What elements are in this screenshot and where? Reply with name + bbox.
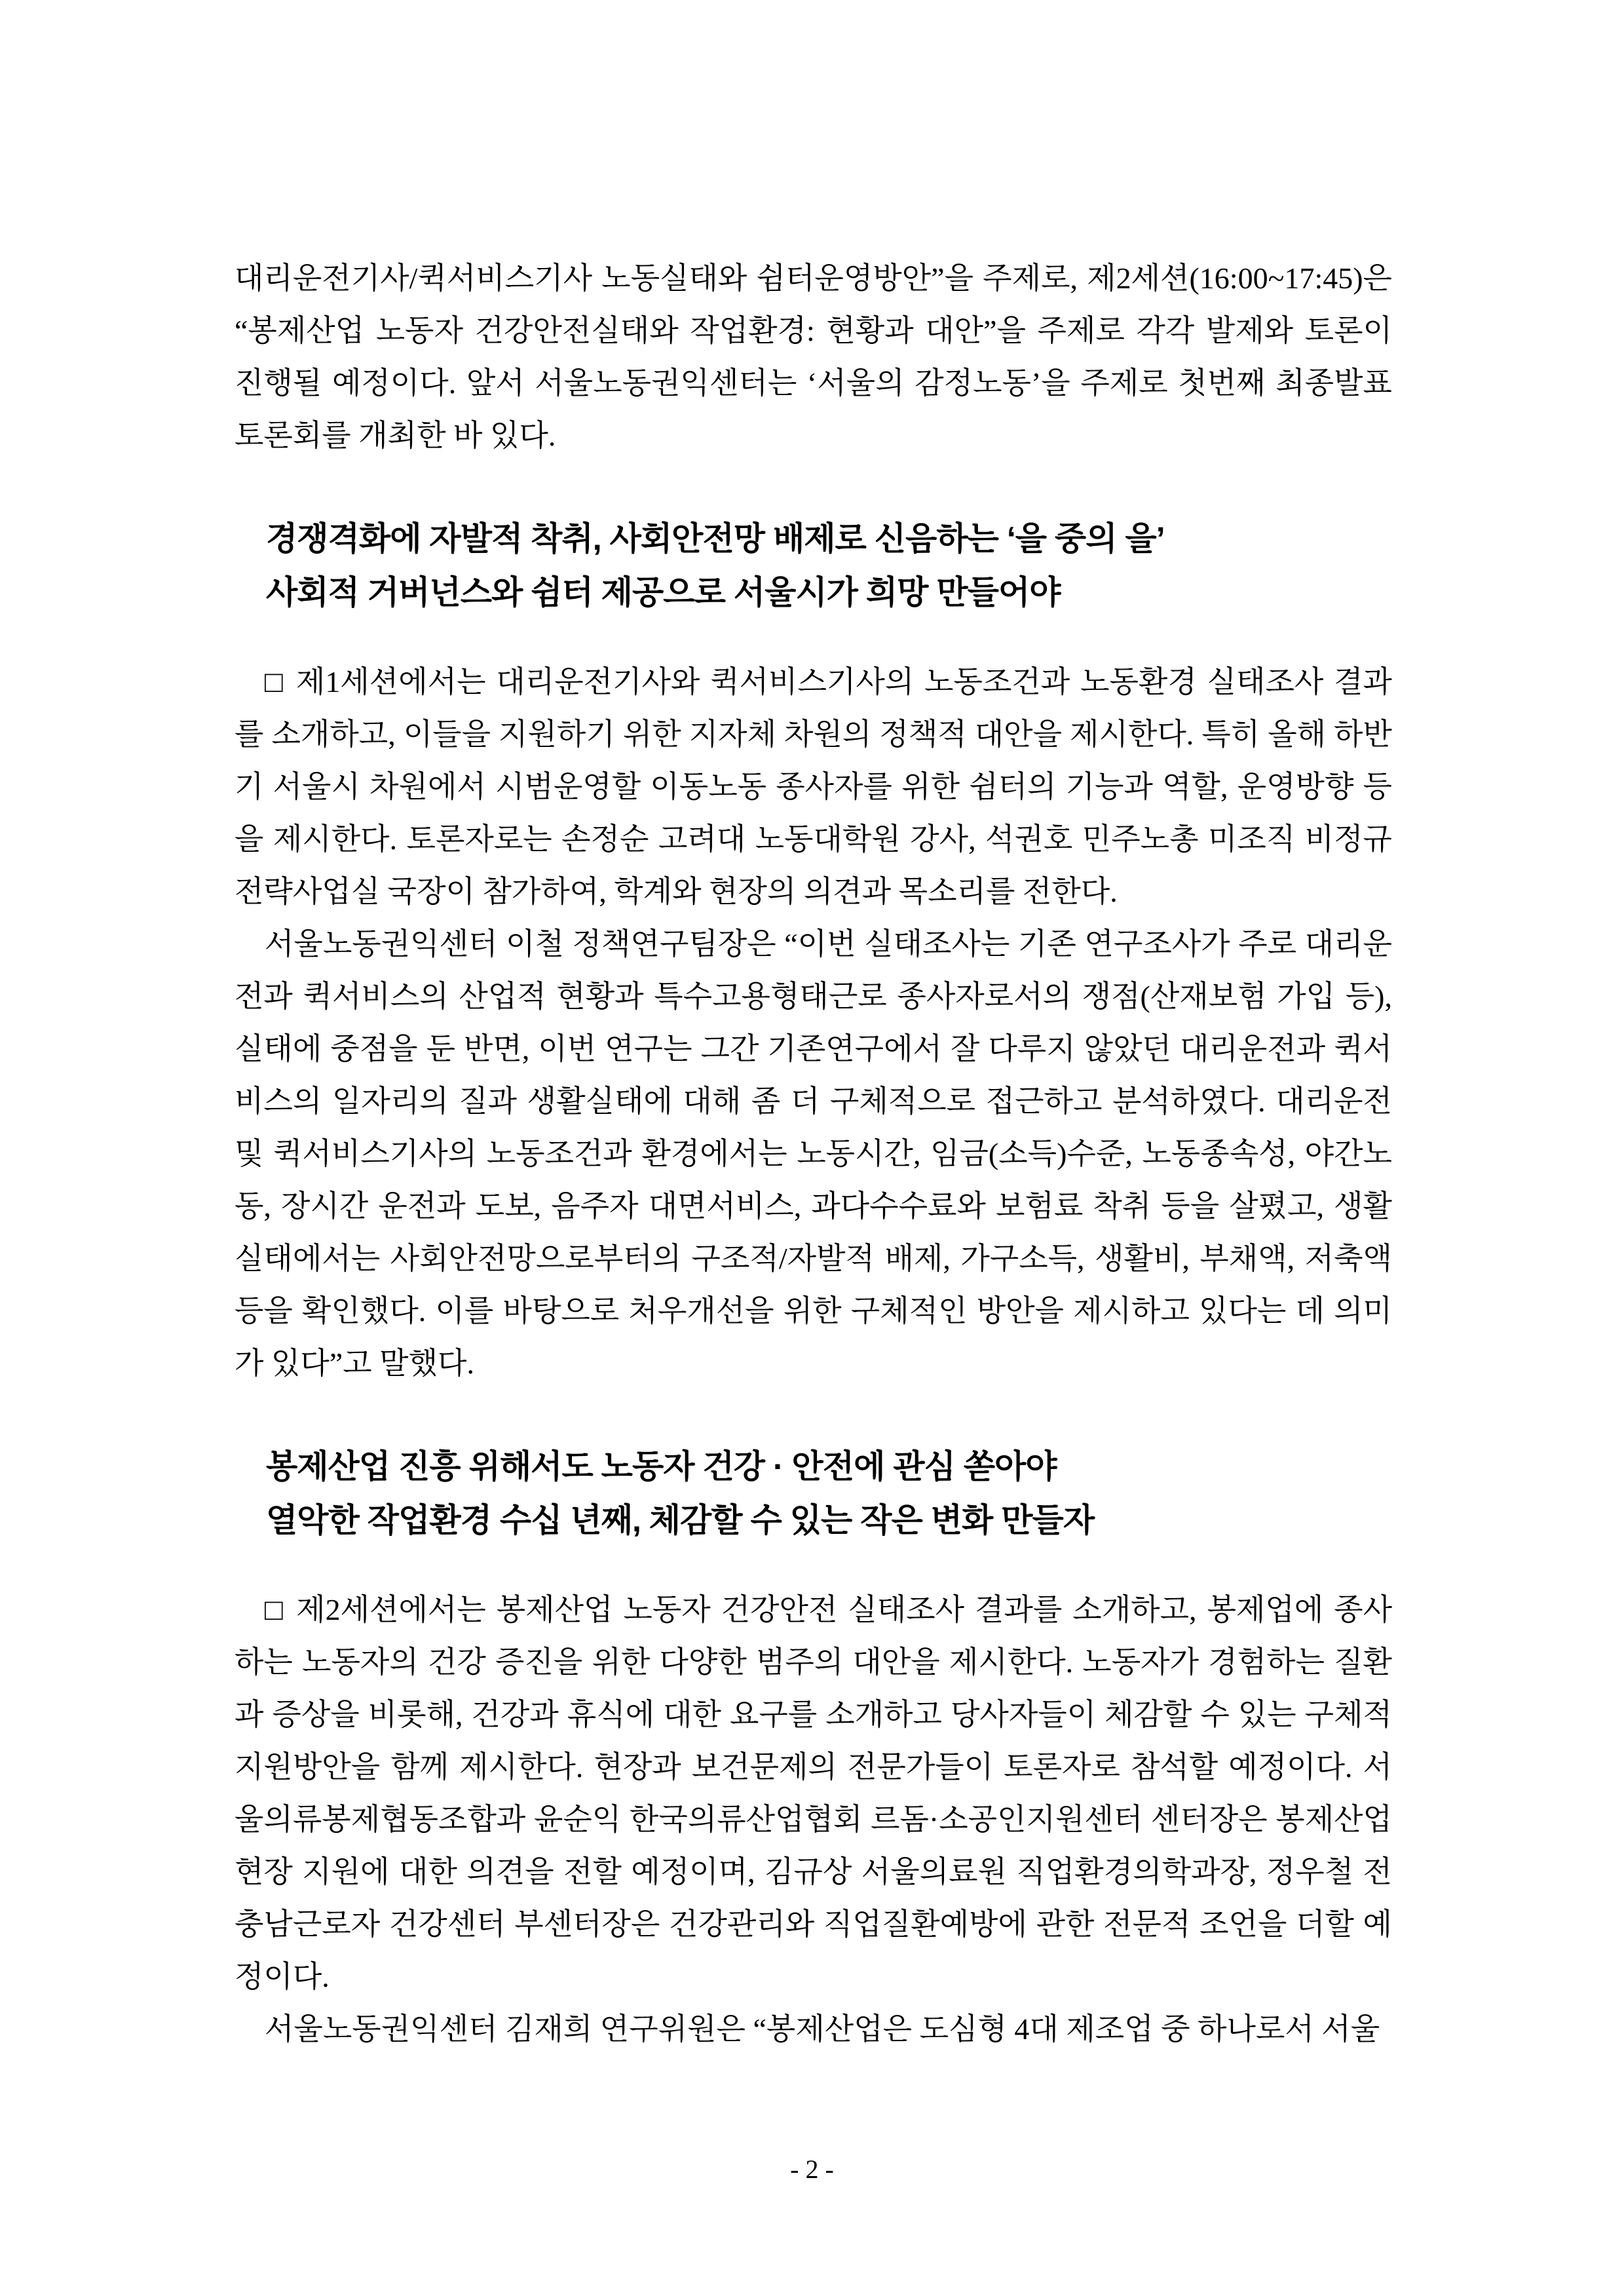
page-number: - 2 -: [790, 2154, 834, 2184]
section2-heading: [235, 1440, 1392, 1547]
document-body: [235, 252, 1392, 2056]
section2-heading-line2: 열악한 작업환경 수십 년째, 체감할 수 있는 작은 변화 만들자: [266, 1502, 1095, 1539]
section1-overview-paragraph: □ 제1세션에서는 대리운전기사와 퀵서비스기사의 노동조건과 노동환경 실태조사 결과를 소개하고, 이들을 지원하기 위한 지자체 차원의 정책적 대안을 제시한다. 특히 올해 하반기 서울시 차원에서 시범운영할 이동노동 종사자를 위한 쉼터의 기능과 역할, 운영방향 등을 제시한다. 토론자로는 손정순 고려대 노동대학원 강사, 석권호 민주노총 미조직 비정규전략사업실 국장이 참가하여, 학계와 현장의 의견과 목소리를 전한다.: [235, 665, 1392, 908]
section2-quote-paragraph: 서울노동권익센터 김재희 연구위원은 “봉제산업은 도심형 4대 제조업 중 하나로서 서울: [265, 2012, 1380, 2046]
section1-quote-paragraph: 서울노동권익센터 이철 정책연구팀장은 “이번 실태조사는 기존 연구조사가 주로 대리운전과 퀵서비스의 산업적 현황과 특수고용형태근로 종사자로서의 쟁점(산재보험 가입 등), 실태에 중점을 둔 반면, 이번 연구는 그간 기존연구에서 잘 다루지 않았던 대리운전과 퀵서비스의 일자리의 질과 생활실태에 대해 좀 더 구체적으로 접근하고 분석하였다. 대리운전 및 퀵서비스기사의 노동조건과 환경에서는 노동시간, 임금(소득)수준, 노동종속성, 야간노동, 장시간 운전과 도보, 음주자 대면서비스, 과다수수료와 보험료 착취 등을 살폈고, 생활실태에서는 사회안전망으로부터의 구조적/자발적 배제, 가구소득, 생활비, 부채액, 저축액 등을 확인했다. 이를 바탕으로 처우개선을 위한 구체적인 방안을 제시하고 있다는 데 의미가 있다”고 말했다.: [235, 927, 1392, 1380]
section2-overview-paragraph: □ 제2세션에서는 봉제산업 노동자 건강안전 실태조사 결과를 소개하고, 봉제업에 종사하는 노동자의 건강 증진을 위한 다양한 범주의 대안을 제시한다. 노동자가 경험하는 질환과 증상을 비롯해, 건강과 휴식에 대한 요구를 소개하고 당사자들이 체감할 수 있는 구체적 지원방안을 함께 제시한다. 현장과 보건문제의 전문가들이 토론자로 참석할 예정이다. 서울의류봉제협동조합과 윤순익 한국의류산업협회 르돔·소공인지원센터 센터장은 봉제산업 현장 지원에 대한 의견을 전할 예정이며, 김규상 서울의료원 직업환경의학과장, 정우철 전 충남근로자 건강센터 부센터장은 건강관리와 직업질환예방에 관한 전문적 조언을 더할 예정이다.: [235, 1593, 1392, 1993]
section1-heading: [235, 512, 1392, 619]
section1-heading-line2: 사회적 거버넌스와 쉼터 제공으로 서울시가 희망 만들어야: [266, 574, 1061, 611]
intro-paragraph: 대리운전기사/퀵서비스기사 노동실태와 쉼터운영방안”을 주제로, 제2세션(16:00~17:45)은 “봉제산업 노동자 건강안전실태와 작업환경: 현황과 대안”을 주제로 각각 발제와 토론이 진행될 예정이다. 앞서 서울노동권익센터는 ‘서울의 감정노동’을 주제로 첫번째 최종발표 토론회를 개최한 바 있다.: [235, 261, 1392, 452]
section2-heading-line1: 봉제산업 진흥 위해서도 노동자 건강 · 안전에 관심 쏟아야: [266, 1448, 1057, 1485]
section1-heading-line1: 경쟁격화에 자발적 착취, 사회안전망 배제로 신음하는 ‘을 중의 을’: [266, 520, 1165, 557]
